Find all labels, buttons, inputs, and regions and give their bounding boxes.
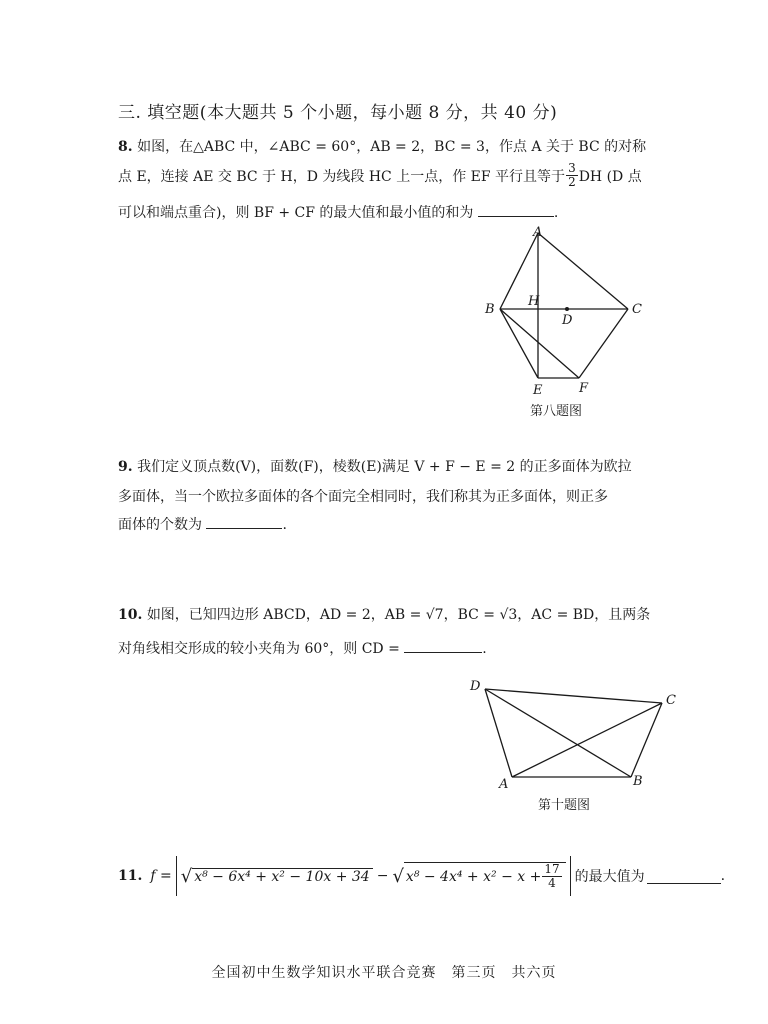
- q9-number: 9.: [118, 459, 133, 475]
- q10-segment-DC: [485, 689, 662, 703]
- q11-radical-1-icon: √: [180, 865, 193, 887]
- q10-segment-BC: [631, 703, 662, 777]
- q8-label-F: F: [579, 381, 589, 396]
- q8-label-B: B: [485, 302, 495, 317]
- q8-text-line1: 如图，在△ABC 中，∠ABC = 60°，AB = 2，BC = 3，作点 A 关于 BC 的对称: [137, 139, 647, 155]
- q8-text-line2a: 点 E，连接 AE 交 BC 于 H，D 为线段 HC 上一点，作 EF 平行且等于: [118, 168, 566, 185]
- q11-radical-2-icon: √: [392, 865, 404, 887]
- q9-line3: [118, 514, 287, 534]
- q10-figure: [466, 674, 686, 794]
- q10-label-A: A: [499, 777, 509, 792]
- q10-text-line1: 如图，已知四边形 ABCD，AD = 2，AB = √7，BC = √3，AC = BD，且两条: [146, 607, 651, 623]
- q8-caption: 第八题图: [530, 404, 583, 419]
- q10-text-line2: 对角线相交形成的较小夹角为 60°，则 CD =: [118, 641, 400, 657]
- q8-label-A: A: [533, 225, 543, 240]
- q8-line2: [118, 162, 642, 189]
- q11-answer-blank[interactable]: [647, 869, 721, 884]
- q8-label-H: H: [528, 294, 540, 309]
- q9-line2: [118, 486, 608, 506]
- q11-number: 11.: [118, 868, 143, 884]
- q8-number: 8.: [118, 139, 133, 155]
- q8-point-D: [565, 307, 569, 311]
- q9-answer-blank[interactable]: [206, 514, 282, 529]
- q10-answer-blank[interactable]: [404, 638, 482, 653]
- q8-label-C: C: [632, 302, 642, 317]
- q8-segment-BE: [500, 309, 538, 378]
- page-footer: 全国初中生数学知识水平联合竞赛 第三页 共六页: [211, 965, 557, 981]
- q9-text-line3: 面体的个数为: [118, 517, 202, 533]
- q11-absolute-value: [176, 856, 571, 896]
- q8-text-line3: 可以和端点重合)，则 BF + CF 的最大值和最小值的和为: [118, 205, 474, 221]
- q10-label-D: D: [470, 679, 481, 694]
- q8-segment-AC: [538, 233, 628, 309]
- q8-frac-den: 2: [568, 175, 576, 189]
- q11-radicand-1: x⁸ − 6x⁴ + x² − 10x + 34: [192, 868, 372, 885]
- q8-answer-blank[interactable]: [478, 202, 554, 217]
- q10-period: .: [482, 641, 487, 657]
- q11-frac-den: 4: [548, 876, 556, 890]
- q8-fraction: [566, 162, 578, 189]
- q10-label-C: C: [666, 693, 676, 708]
- q10-line1: [118, 604, 650, 624]
- q8-frac-num: 3: [568, 161, 576, 175]
- q8-period: .: [553, 205, 559, 221]
- q10-diagonal-DB: [485, 689, 631, 777]
- q11-fraction: [542, 863, 561, 890]
- q11-f-equals: f =: [150, 868, 172, 884]
- q8-segment-CF: [579, 309, 628, 378]
- q11-radicand-2-text: x⁸ − 4x⁴ + x² − x +: [405, 868, 542, 885]
- q8-line3: [118, 202, 558, 222]
- q8-label-E: E: [533, 383, 543, 398]
- q11-radicand-2: [404, 862, 566, 890]
- section-title: 三. 填空题(本大题共 5 个小题，每小题 8 分，共 40 分): [118, 103, 558, 123]
- q10-line2: [118, 638, 487, 658]
- q8-line1: [118, 136, 646, 156]
- q8-label-D: D: [562, 313, 573, 328]
- q8-figure: [478, 222, 658, 400]
- q9-text-line2: 多面体，当一个欧拉多面体的各个面完全相同时，我们称其为正多面体，则正多: [118, 489, 608, 505]
- q11-frac-num: 17: [544, 862, 560, 876]
- q11-formula: [118, 856, 725, 896]
- q10-number: 10.: [118, 607, 143, 623]
- q9-text-line1: 我们定义顶点数(V)，面数(F)，棱数(E)满足 V + F − E = 2 的正多面体为欧拉: [137, 459, 632, 475]
- q11-minus: −: [376, 868, 389, 884]
- q10-label-B: B: [633, 774, 643, 789]
- q10-diagonal-AC: [512, 703, 662, 777]
- q11-period: .: [720, 868, 726, 884]
- q9-line1: [118, 456, 632, 476]
- q9-period: .: [282, 517, 287, 533]
- q10-caption: 第十题图: [538, 798, 591, 813]
- q11-tail: 的最大值为: [574, 869, 645, 885]
- q8-text-line2b: DH (D 点: [578, 168, 642, 185]
